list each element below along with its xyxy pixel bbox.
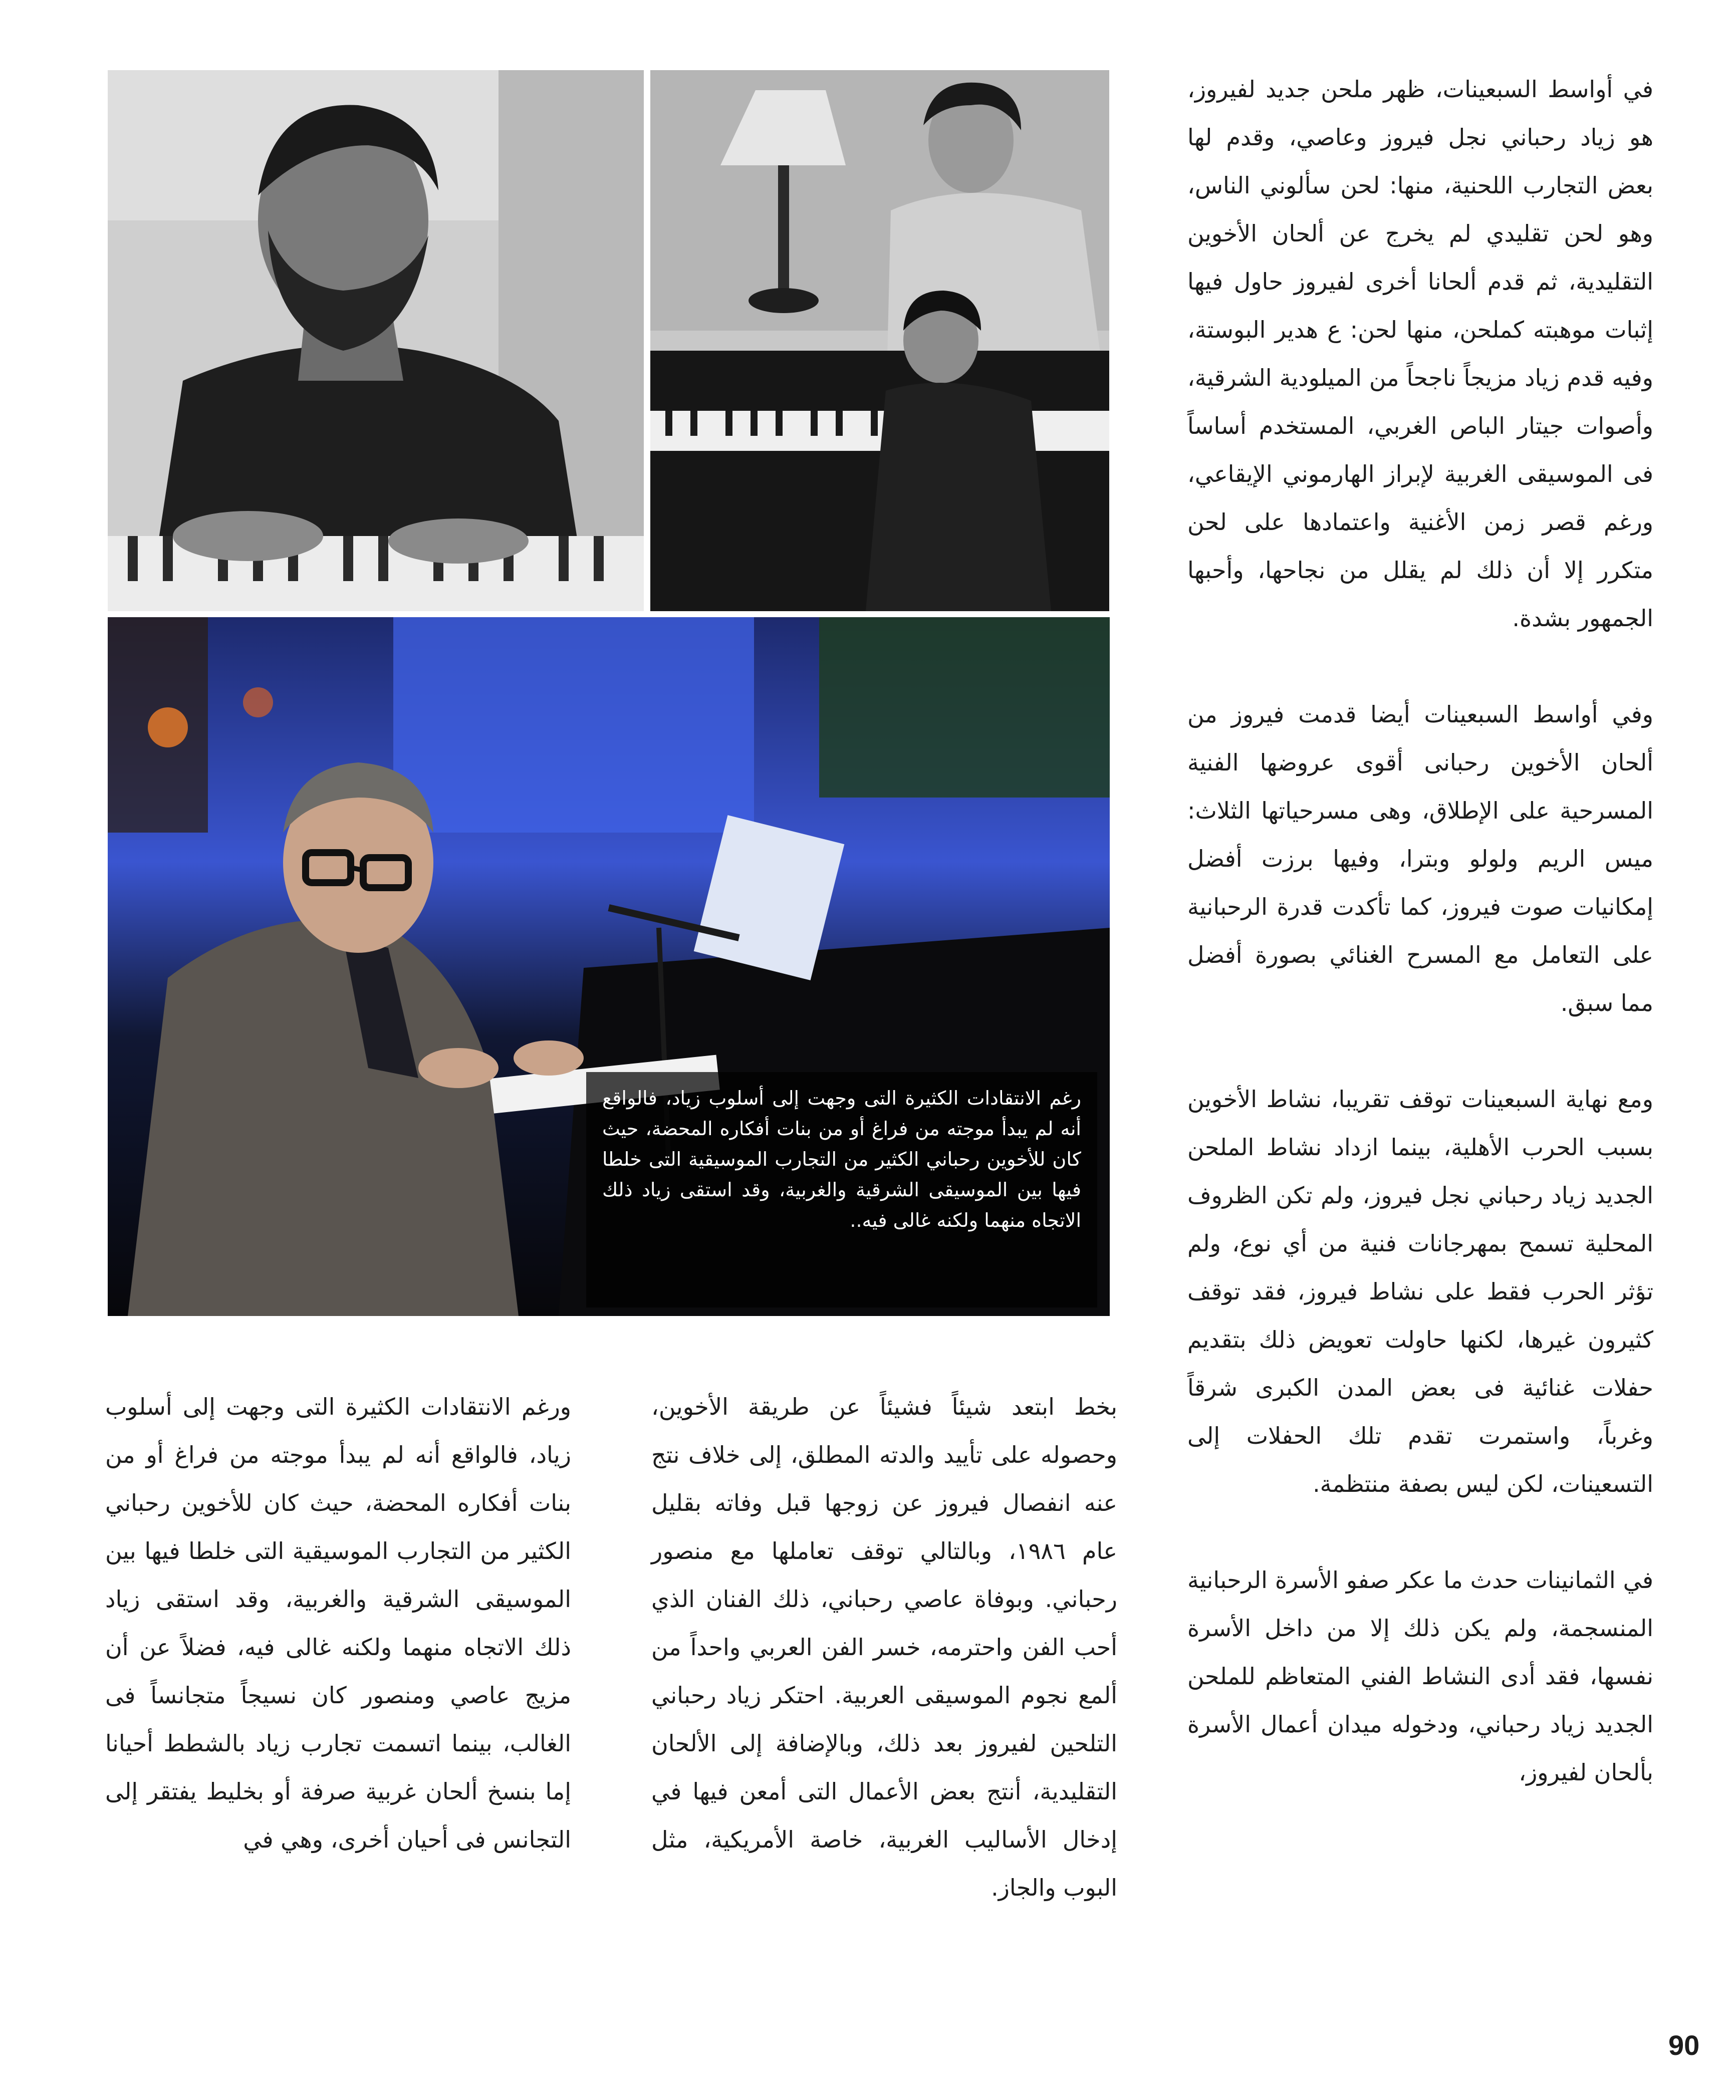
article-column-left <box>105 1383 571 1864</box>
photo-bearded-pianist-illustration <box>108 70 644 611</box>
article-paragraph: ورغم الانتقادات الكثيرة التى وجهت إلى أسلوب زياد، فالواقع أنه لم يبدأ موجته من فراغ أو من بنات أفكاره المحضة، حيث كان للأخوين رحباني الكثير من التجارب الموسيقية التى خلطا فيها بين الموسيقى الشرقية والغربية، وقد استقى زياد ذلك الاتجاه منهما ولكنه غالى فيه، فضلاً عن أن مزيج عاصي ومنصور كان نسيجاً متجانساً فى الغالب، بينما اتسمت تجارب زياد بالشطط أحيانا إما بنسخ ألحان غربية صرفة أو بخليط يفتقر إلى التجانس فى أحيان أخرى، وهي في <box>105 1393 571 1853</box>
article-paragraph: وفي أواسط السبعينات أيضا قدمت فيروز من ألحان الأخوين رحبانى أقوى عروضها الفنية المسرحية على الإطلاق، وهى مسرحياتها الثلاث: ميس الريم ولولو وبترا، وفيها برزت أفضل إمكانيات صوت فيروز، كما تأكدت قدرة الرحبانية على التعامل مع المسرح الغنائي بصورة أفضل مما سبق. <box>1187 701 1653 1016</box>
article-paragraph: في الثمانينات حدث ما عكر صفو الأسرة الرحبانية المنسجمة، ولم يكن ذلك إلا من داخل الأسرة نفسها، فقد أدى النشاط الفني المتعاظم للملحن الجديد زياد رحباني، ودخوله ميدان أعمال الأسرة بألحان لفيروز، <box>1187 1566 1653 1786</box>
article-column-right <box>1187 65 1653 1796</box>
article-paragraph: في أواسط السبعينات، ظهر ملحن جديد لفيروز، هو زياد رحباني نجل فيروز وعاصي، وقدم لها بعض التجارب اللحنية، منها: لحن سألوني الناس، وهو لحن تقليدي لم يخرج عن ألحان الأخوين التقليدية، ثم قدم ألحانا أخرى لفيروز حاول فيها إثبات موهبته كملحن، منها لحن: ع هدير البوستة، وفيه قدم زياد مزيجاً ناجحاً من الميلودية الشرقية، وأصوات جيتار الباص الغربي، المستخدم أساساً فى الموسيقى الغربية لإبراز الهارموني الإيقاعي، ورغم قصر زمن الأغنية واعتمادها على لحن متكرر إلا أن ذلك لم يقلل من نجاحها، وأحبها الجمهور بشدة. <box>1187 76 1653 632</box>
photo-bearded-pianist <box>108 70 644 611</box>
photo-mother-child-piano <box>650 70 1109 611</box>
article-paragraph: بخط ابتعد شيئاً فشيئاً عن طريقة الأخوين، وحصوله على تأييد والدته المطلق، إلى خلاف نتج عنه انفصال فيروز عن زوجها قبل وفاته بقليل عام ١٩٨٦، وبالتالي توقف تعاملها مع منصور رحباني. وبوفاة عاصي رحباني، ذلك الفنان الذي أحب الفن واحترمه، خسر الفن العربي واحداً من ألمع نجوم الموسيقى العربية. احتكر زياد رحباني التلحين لفيروز بعد ذلك، وبالإضافة إلى الألحان التقليدية، أنتج بعض الأعمال التى أمعن فيها في إدخال الأساليب الغربية، خاصة الأمريكية، مثل البوب والجاز. <box>651 1393 1117 1901</box>
photo-mother-child-illustration <box>650 70 1109 611</box>
page-number: 90 <box>1668 2029 1700 2061</box>
photo-caption: رغم الانتقادات الكثيرة التى وجهت إلى أسلوب زياد، فالواقع أنه لم يبدأ موجته من فراغ أو من بنات أفكاره المحضة، حيث كان للأخوين رحباني الكثير من التجارب الموسيقية التى خلطا فيها بين الموسيقى الشرقية والغربية، وقد استقى زياد ذلك الاتجاه منهما ولكنه غالى فيه.. <box>586 1072 1097 1307</box>
article-column-middle <box>651 1383 1117 1912</box>
article-paragraph: ومع نهاية السبعينات توقف تقريبا، نشاط الأخوين بسبب الحرب الأهلية، بينما ازداد نشاط الملحن الجديد زياد رحباني نجل فيروز، ولم تكن الظروف المحلية تسمح بمهرجانات فنية من أي نوع، ولم تؤثر الحرب فقط على نشاط فيروز، فقد توقف كثيرون غيرها، لكنها حاولت تعويض ذلك بتقديم حفلات غنائية فى بعض المدن الكبرى شرقاً وغرباً، واستمرت تقدم تلك الحفلات إلى التسعينات، لكن ليس بصفة منتظمة. <box>1187 1086 1653 1497</box>
